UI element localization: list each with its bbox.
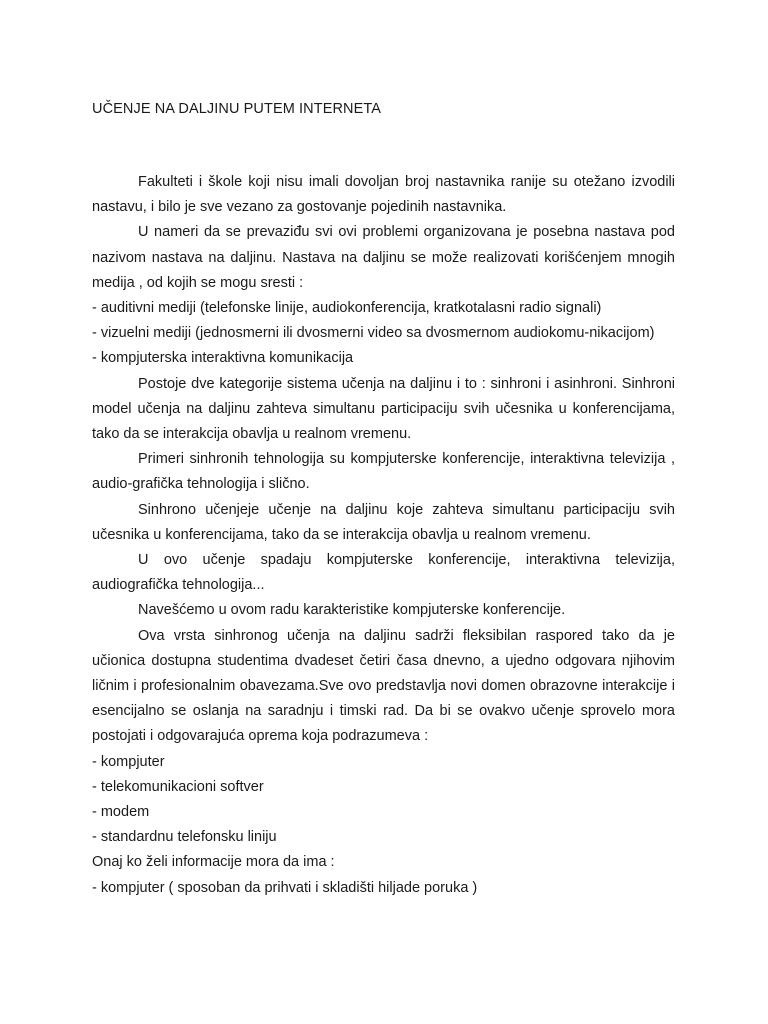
paragraph: Ova vrsta sinhronog učenja na daljinu sadrži fleksibilan raspored tako da je učionica dostupna studentima dvadeset četiri časa dnevno, a ujedno odgovara njihovim ličnim i profesionalnim obavezama.Sve ovo predstavlja novi domen obrazovne interakcije i esencijalno se oslanja na saradnju i timski rad. Da bi se ovakvo učenje sprovelo mora postojati i odgovarajuća oprema koja podrazumeva : <box>92 627 675 745</box>
list-item: - auditivni mediji (telefonske linije, audiokonferencija, kratkotalasni radio signali) <box>92 300 602 317</box>
paragraph: U ovo učenje spadaju kompjuterske konferencije, interaktivna televizija, audiografička tehnologija... <box>92 552 675 594</box>
paragraph: Sinhrono učenjeje učenje na daljinu koje zahteva simultanu participaciju svih učesnika u konferencijama, tako da se interakcija obavlja u realnom vremenu. <box>92 501 675 543</box>
list-item: - kompjuter <box>92 753 165 770</box>
paragraph: Primeri sinhronih tehnologija su kompjuterske konferencije, interaktivna televizija , audio-grafička tehnologija i slično. <box>92 451 675 493</box>
list-item: - vizuelni mediji (jednosmerni ili dvosmerni video sa dvosmernom audiokomu-nikacijom) <box>92 325 655 342</box>
paragraph: Postoje dve kategorije sistema učenja na daljinu i to : sinhroni i asinhroni. Sinhroni model učenja na daljinu zahteva simultanu participaciju svih učesnika u konferencijama, tako da se interakcija obavlja u realnom vremenu. <box>92 375 675 443</box>
document-body <box>92 170 675 901</box>
list-item: - telekomunikacioni softver <box>92 778 264 795</box>
paragraph: Onaj ko želi informacije mora da ima : <box>92 854 335 871</box>
document-title: UČENJE NA DALJINU PUTEM INTERNETA <box>92 101 382 117</box>
list-item: - kompjuter ( sposoban da prihvati i skladišti hiljade poruka ) <box>92 879 478 896</box>
list-item: - kompjuterska interaktivna komunikacija <box>92 350 354 367</box>
paragraph: Fakulteti i škole koji nisu imali dovoljan broj nastavnika ranije su otežano izvodili nastavu, i bilo je sve vezano za gostovanje pojedinih nastavnika. <box>92 174 675 216</box>
paragraph: U nameri da se prevaziđu svi ovi problemi organizovana je posebna nastava pod nazivom nastava na daljinu. Nastava na daljinu se može realizovati korišćenjem mnogih medija , od kojih se mogu sresti : <box>92 224 675 291</box>
list-item: - modem <box>92 804 150 821</box>
paragraph: Navešćemo u ovom radu karakteristike kompjuterske konferencije. <box>138 602 566 619</box>
list-item: - standardnu telefonsku liniju <box>92 829 277 846</box>
